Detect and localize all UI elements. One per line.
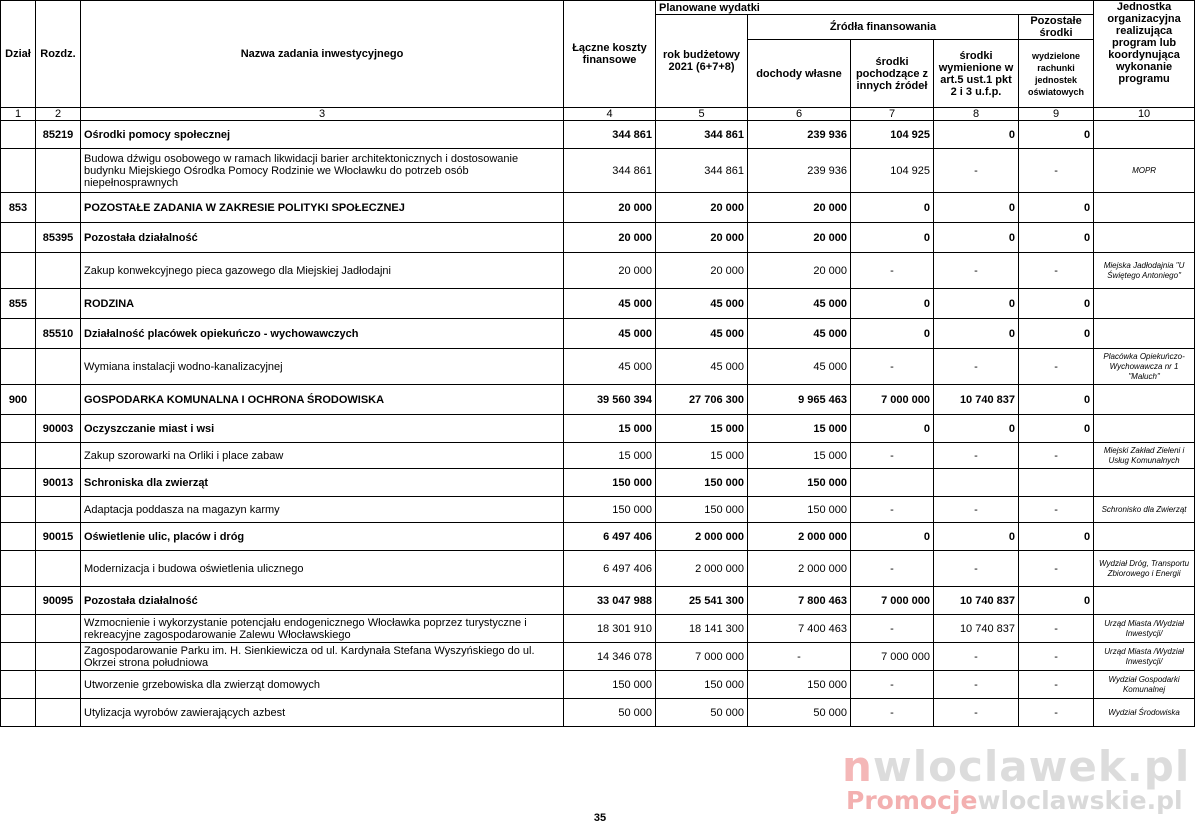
art5-funds-cell: - (934, 671, 1019, 699)
dzial-cell (1, 349, 36, 385)
task-name-cell: RODZINA (81, 289, 564, 319)
budget-year-cell: 50 000 (656, 699, 748, 727)
task-name-cell: Wymiana instalacji wodno-kanalizacyjnej (81, 349, 564, 385)
budget-year-cell: 27 706 300 (656, 385, 748, 415)
other-funds-cell: - (1019, 149, 1094, 193)
art5-funds-cell: 10 740 837 (934, 385, 1019, 415)
total-cost-cell: 39 560 394 (564, 385, 656, 415)
own-income-cell: 7 800 463 (748, 587, 851, 615)
other-funds-cell: 0 (1019, 289, 1094, 319)
task-row (1, 699, 1195, 727)
dzial-cell (1, 643, 36, 671)
budget-year-cell: 20 000 (656, 193, 748, 223)
unit-cell: Wydział Gospodarki Komunalnej (1094, 671, 1195, 699)
task-name-cell: Schroniska dla zwierząt (81, 469, 564, 497)
art5-funds-cell: - (934, 497, 1019, 523)
dzial-row (1, 385, 1195, 415)
other-funds-cell (1019, 469, 1094, 497)
budget-year-cell: 344 861 (656, 121, 748, 149)
task-row (1, 253, 1195, 289)
other-sources-cell: 0 (851, 319, 934, 349)
dzial-cell (1, 443, 36, 469)
budget-year-cell: 25 541 300 (656, 587, 748, 615)
total-cost-cell: 20 000 (564, 223, 656, 253)
total-cost-cell: 6 497 406 (564, 523, 656, 551)
unit-cell: Placówka Opiekuńczo-Wychowawcza nr 1 "Maluch" (1094, 349, 1195, 385)
other-funds-cell: - (1019, 443, 1094, 469)
rozdzial-cell (36, 385, 81, 415)
dzial-cell (1, 523, 36, 551)
other-funds-cell: 0 (1019, 121, 1094, 149)
own-income-cell: 50 000 (748, 699, 851, 727)
unit-cell (1094, 193, 1195, 223)
other-sources-cell: - (851, 671, 934, 699)
task-name-cell: Utylizacja wyrobów zawierających azbest (81, 699, 564, 727)
unit-cell: Wydział Dróg, Transportu Zbiorowego i Energii (1094, 551, 1195, 587)
budget-year-cell: 150 000 (656, 671, 748, 699)
rozdzial-cell (36, 289, 81, 319)
budget-year-cell: 150 000 (656, 497, 748, 523)
rozdzial-cell (36, 253, 81, 289)
budget-year-cell: 45 000 (656, 289, 748, 319)
budget-year-cell: 7 000 000 (656, 643, 748, 671)
unit-cell: Miejski Zakład Zieleni i Usług Komunalnych (1094, 443, 1195, 469)
art5-funds-cell: - (934, 349, 1019, 385)
other-funds-cell: 0 (1019, 385, 1094, 415)
other-sources-cell: 104 925 (851, 149, 934, 193)
unit-cell: Miejska Jadłodajnia "U Świętego Antoniego" (1094, 253, 1195, 289)
budget-year-cell: 45 000 (656, 349, 748, 385)
art5-funds-cell: - (934, 253, 1019, 289)
col-number: 9 (1019, 108, 1094, 121)
own-income-cell: 15 000 (748, 443, 851, 469)
task-name-cell: Pozostała działalność (81, 223, 564, 253)
task-name-cell: Modernizacja i budowa oświetlenia ulicznego (81, 551, 564, 587)
total-cost-cell: 20 000 (564, 253, 656, 289)
watermark-logo: nwloclawek.pl (842, 742, 1191, 791)
own-income-cell: 20 000 (748, 253, 851, 289)
header-pozostale-top: Pozostałe środki (1019, 15, 1094, 40)
total-cost-cell: 15 000 (564, 443, 656, 469)
art5-funds-cell: - (934, 643, 1019, 671)
own-income-cell: 15 000 (748, 415, 851, 443)
watermark-logo-secondary: Promocjewloclawskie.pl (846, 786, 1183, 815)
header-jednostka: Jednostka organizacyjna realizująca program lub koordynująca wykonanie programu (1094, 1, 1195, 108)
art5-funds-cell: 0 (934, 415, 1019, 443)
total-cost-cell: 150 000 (564, 469, 656, 497)
task-name-cell: Zakup szorowarki na Orliki i place zabaw (81, 443, 564, 469)
other-sources-cell: 0 (851, 289, 934, 319)
other-funds-cell: 0 (1019, 415, 1094, 443)
budget-year-cell: 344 861 (656, 149, 748, 193)
dzial-cell (1, 149, 36, 193)
rozdzial-cell (36, 349, 81, 385)
other-sources-cell: 0 (851, 523, 934, 551)
art5-funds-cell: 0 (934, 319, 1019, 349)
art5-funds-cell (934, 469, 1019, 497)
other-sources-cell: 7 000 000 (851, 385, 934, 415)
other-funds-cell: 0 (1019, 223, 1094, 253)
total-cost-cell: 344 861 (564, 121, 656, 149)
dzial-cell (1, 587, 36, 615)
dzial-cell (1, 671, 36, 699)
budget-year-cell: 15 000 (656, 443, 748, 469)
task-name-cell: Oświetlenie ulic, placów i dróg (81, 523, 564, 551)
dzial-cell (1, 415, 36, 443)
own-income-cell: 239 936 (748, 149, 851, 193)
art5-funds-cell: - (934, 551, 1019, 587)
own-income-cell: 20 000 (748, 223, 851, 253)
header-srodki-art: środki wymienione w art.5 ust.1 pkt 2 i 3 u.f.p. (934, 40, 1019, 108)
other-sources-cell: - (851, 497, 934, 523)
other-funds-cell: 0 (1019, 193, 1094, 223)
dzial-cell (1, 497, 36, 523)
rozdzial-cell (36, 671, 81, 699)
task-name-cell: Budowa dźwigu osobowego w ramach likwidacji barier architektonicznych i dostosowanie budynku Miejskiego Ośrodka Pomocy Rodzinie we Włocławku do potrzeb osób niepełnosprawnych (81, 149, 564, 193)
rozdzial-cell: 85510 (36, 319, 81, 349)
unit-cell (1094, 587, 1195, 615)
dzial-cell (1, 615, 36, 643)
budget-year-cell: 20 000 (656, 253, 748, 289)
dzial-row (1, 289, 1195, 319)
own-income-cell: 45 000 (748, 319, 851, 349)
total-cost-cell: 50 000 (564, 699, 656, 727)
total-cost-cell: 20 000 (564, 193, 656, 223)
other-sources-cell: 7 000 000 (851, 587, 934, 615)
other-funds-cell: - (1019, 551, 1094, 587)
total-cost-cell: 45 000 (564, 319, 656, 349)
col-number: 1 (1, 108, 36, 121)
col-number: 3 (81, 108, 564, 121)
other-funds-cell: - (1019, 497, 1094, 523)
other-sources-cell: - (851, 551, 934, 587)
task-name-cell: Zagospodarowanie Parku im. H. Sienkiewicza od ul. Kardynała Stefana Wyszyńskiego do ul. Okrzei strona południowa (81, 643, 564, 671)
rozdzial-cell (36, 149, 81, 193)
rozdzial-row (1, 415, 1195, 443)
task-row (1, 149, 1195, 193)
unit-cell (1094, 289, 1195, 319)
other-sources-cell: - (851, 699, 934, 727)
art5-funds-cell: 0 (934, 289, 1019, 319)
own-income-cell: 150 000 (748, 497, 851, 523)
header-srodki-inne: środki pochodzące z innych źródeł (851, 40, 934, 108)
rozdzial-cell (36, 193, 81, 223)
task-name-cell: Pozostała działalność (81, 587, 564, 615)
task-row (1, 497, 1195, 523)
rozdzial-row (1, 223, 1195, 253)
unit-cell: Wydział Środowiska (1094, 699, 1195, 727)
task-name-cell: Wzmocnienie i wykorzystanie potencjału endogenicznego Włocławka poprzez turystyczne i rekreacyjne zagospodarowanie Zalewu Włocławskiego (81, 615, 564, 643)
rozdzial-row (1, 523, 1195, 551)
task-row (1, 615, 1195, 643)
col-number: 7 (851, 108, 934, 121)
header-dochody: dochody własne (748, 40, 851, 108)
header-pozostale-sub: wydzielone rachunki jednostek oświatowych (1019, 40, 1094, 108)
other-funds-cell: 0 (1019, 319, 1094, 349)
total-cost-cell: 45 000 (564, 349, 656, 385)
dzial-cell (1, 699, 36, 727)
rozdzial-row (1, 319, 1195, 349)
budget-year-cell: 20 000 (656, 223, 748, 253)
other-sources-cell: 7 000 000 (851, 643, 934, 671)
other-sources-cell: - (851, 349, 934, 385)
task-name-cell: Ośrodki pomocy społecznej (81, 121, 564, 149)
total-cost-cell: 14 346 078 (564, 643, 656, 671)
rozdzial-row (1, 121, 1195, 149)
rozdzial-row (1, 469, 1195, 497)
col-number: 10 (1094, 108, 1195, 121)
unit-cell (1094, 469, 1195, 497)
other-funds-cell: - (1019, 253, 1094, 289)
col-number: 5 (656, 108, 748, 121)
art5-funds-cell: 0 (934, 193, 1019, 223)
other-funds-cell: - (1019, 643, 1094, 671)
art5-funds-cell: 0 (934, 223, 1019, 253)
art5-funds-cell: - (934, 699, 1019, 727)
dzial-cell: 855 (1, 289, 36, 319)
unit-cell: Urząd Miasta /Wydział Inwestycji/ (1094, 615, 1195, 643)
other-funds-cell: 0 (1019, 523, 1094, 551)
own-income-cell: 45 000 (748, 289, 851, 319)
other-funds-cell: - (1019, 671, 1094, 699)
art5-funds-cell: - (934, 149, 1019, 193)
col-number: 2 (36, 108, 81, 121)
other-funds-cell: 0 (1019, 587, 1094, 615)
total-cost-cell: 6 497 406 (564, 551, 656, 587)
other-sources-cell: 0 (851, 193, 934, 223)
dzial-cell (1, 469, 36, 497)
other-sources-cell: 104 925 (851, 121, 934, 149)
header-nazwa: Nazwa zadania inwestycyjnego (81, 1, 564, 108)
header-planowane: Planowane wydatki (656, 1, 1094, 15)
rozdzial-cell (36, 615, 81, 643)
other-funds-cell: - (1019, 615, 1094, 643)
total-cost-cell: 33 047 988 (564, 587, 656, 615)
task-name-cell: GOSPODARKA KOMUNALNA I OCHRONA ŚRODOWISKA (81, 385, 564, 415)
total-cost-cell: 344 861 (564, 149, 656, 193)
rozdzial-cell: 90013 (36, 469, 81, 497)
budget-year-cell: 2 000 000 (656, 551, 748, 587)
unit-cell (1094, 223, 1195, 253)
col-number: 6 (748, 108, 851, 121)
other-funds-cell: - (1019, 349, 1094, 385)
header-rozdz: Rozdz. (36, 1, 81, 108)
dzial-cell: 900 (1, 385, 36, 415)
total-cost-cell: 45 000 (564, 289, 656, 319)
task-row (1, 643, 1195, 671)
art5-funds-cell: 0 (934, 121, 1019, 149)
unit-cell: Urząd Miasta /Wydział Inwestycji/ (1094, 643, 1195, 671)
budget-year-cell: 15 000 (656, 415, 748, 443)
other-sources-cell: - (851, 253, 934, 289)
other-sources-cell (851, 469, 934, 497)
dzial-row (1, 193, 1195, 223)
task-name-cell: Zakup konwekcyjnego pieca gazowego dla Miejskiej Jadłodajni (81, 253, 564, 289)
unit-cell (1094, 319, 1195, 349)
header-rok: rok budżetowy 2021 (6+7+8) (656, 15, 748, 108)
dzial-cell (1, 253, 36, 289)
budget-year-cell: 18 141 300 (656, 615, 748, 643)
own-income-cell: 20 000 (748, 193, 851, 223)
art5-funds-cell: - (934, 443, 1019, 469)
task-row (1, 671, 1195, 699)
total-cost-cell: 150 000 (564, 671, 656, 699)
own-income-cell: 239 936 (748, 121, 851, 149)
task-row (1, 551, 1195, 587)
task-row (1, 349, 1195, 385)
page-number: 35 (593, 812, 607, 824)
task-name-cell: Utworzenie grzebowiska dla zwierząt domowych (81, 671, 564, 699)
own-income-cell: 150 000 (748, 671, 851, 699)
col-number: 4 (564, 108, 656, 121)
unit-cell (1094, 121, 1195, 149)
header-dzial: Dział (1, 1, 36, 108)
dzial-cell (1, 121, 36, 149)
budget-year-cell: 2 000 000 (656, 523, 748, 551)
own-income-cell: 7 400 463 (748, 615, 851, 643)
other-funds-cell: - (1019, 699, 1094, 727)
rozdzial-row (1, 587, 1195, 615)
art5-funds-cell: 10 740 837 (934, 587, 1019, 615)
own-income-cell: - (748, 643, 851, 671)
rozdzial-cell: 90095 (36, 587, 81, 615)
own-income-cell: 45 000 (748, 349, 851, 385)
rozdzial-cell: 90003 (36, 415, 81, 443)
budget-year-cell: 150 000 (656, 469, 748, 497)
rozdzial-cell: 85395 (36, 223, 81, 253)
dzial-cell (1, 223, 36, 253)
task-row (1, 443, 1195, 469)
unit-cell (1094, 523, 1195, 551)
column-numbers-row (1, 108, 1195, 121)
rozdzial-cell (36, 699, 81, 727)
own-income-cell: 9 965 463 (748, 385, 851, 415)
own-income-cell: 2 000 000 (748, 523, 851, 551)
own-income-cell: 2 000 000 (748, 551, 851, 587)
rozdzial-cell (36, 443, 81, 469)
art5-funds-cell: 10 740 837 (934, 615, 1019, 643)
own-income-cell: 150 000 (748, 469, 851, 497)
col-number: 8 (934, 108, 1019, 121)
art5-funds-cell: 0 (934, 523, 1019, 551)
total-cost-cell: 150 000 (564, 497, 656, 523)
unit-cell (1094, 415, 1195, 443)
rozdzial-cell: 85219 (36, 121, 81, 149)
header-zrodla: Źródła finansowania (748, 15, 1019, 40)
rozdzial-cell: 90015 (36, 523, 81, 551)
unit-cell (1094, 385, 1195, 415)
unit-cell: Schronisko dla Zwierząt (1094, 497, 1195, 523)
unit-cell: MOPR (1094, 149, 1195, 193)
task-name-cell: Oczyszczanie miast i wsi (81, 415, 564, 443)
rozdzial-cell (36, 497, 81, 523)
dzial-cell (1, 319, 36, 349)
other-sources-cell: - (851, 443, 934, 469)
budget-year-cell: 45 000 (656, 319, 748, 349)
task-name-cell: POZOSTAŁE ZADANIA W ZAKRESIE POLITYKI SPOŁECZNEJ (81, 193, 564, 223)
other-sources-cell: 0 (851, 223, 934, 253)
task-name-cell: Działalność placówek opiekuńczo - wychowawczych (81, 319, 564, 349)
dzial-cell (1, 551, 36, 587)
header-laczne: Łączne koszty finansowe (564, 1, 656, 108)
other-sources-cell: 0 (851, 415, 934, 443)
rozdzial-cell (36, 551, 81, 587)
rozdzial-cell (36, 643, 81, 671)
task-name-cell: Adaptacja poddasza na magazyn karmy (81, 497, 564, 523)
total-cost-cell: 18 301 910 (564, 615, 656, 643)
total-cost-cell: 15 000 (564, 415, 656, 443)
other-sources-cell: - (851, 615, 934, 643)
dzial-cell: 853 (1, 193, 36, 223)
